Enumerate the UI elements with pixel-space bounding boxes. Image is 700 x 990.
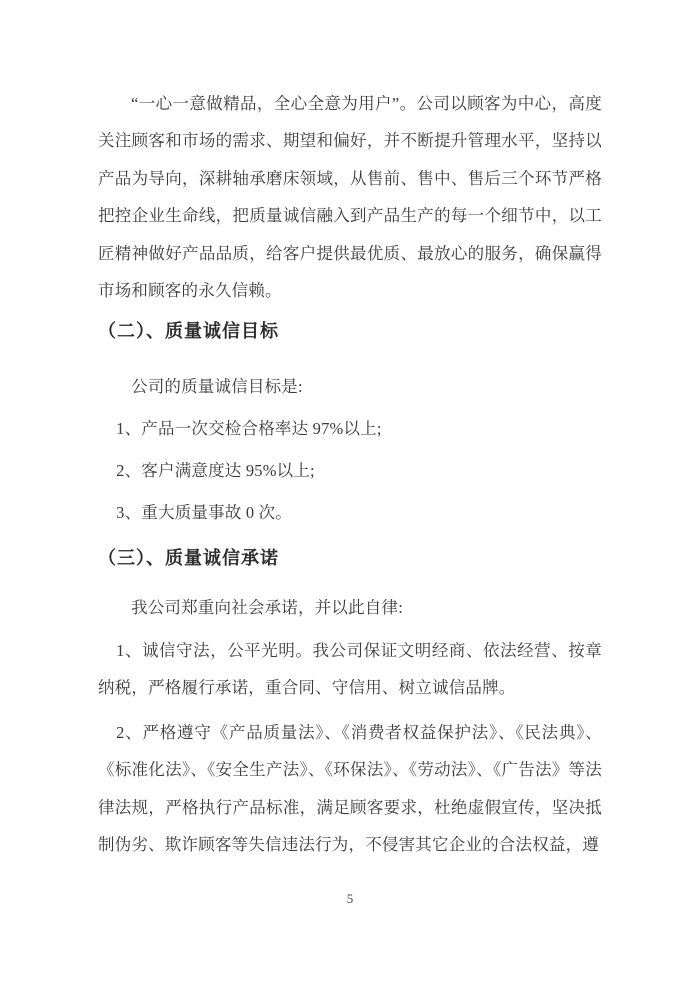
intro-paragraph: “一心一意做精品，全心全意为用户”。公司以顾客为中心，高度关注顾客和市场的需求、期望和偏好，并不断提升管理水平，坚持以产品为导向，深耕轴承磨床领域，从售前、售中、售后三个环节严格把控企业生命线，把质量诚信融入到产品生产的每一个细节中，以工匠精神做好产品品质，给客户提供最优质、最放心的服务，确保赢得市场和顾客的永久信赖。 xyxy=(98,94,602,301)
quality-goal-item-3: 3、重大质量事故 0 次。 xyxy=(116,503,292,522)
quality-commitment-item-2: 2、严格遵守《产品质量法》、《消费者权益保护法》、《民法典》、《标准化法》、《安全生产法》、《环保法》、《劳动法》、《广告法》等法律法规，严格执行产品标准，满足顾客要求，杜绝虚假宣传，坚决抵制伪劣、欺诈顾客等失信违法行为，不侵害其它企业的合法权益，遵 xyxy=(98,723,602,855)
page-number: 5 xyxy=(346,891,354,906)
section-heading-quality-commitments: （三）、质量诚信承诺 xyxy=(98,548,279,568)
quality-commitment-item-1: 1、诚信守法，公平光明。我公司保证文明经商、依法经营、按章纳税，严格履行承诺，重合同、守信用、树立诚信品牌。 xyxy=(98,641,602,698)
quality-commitments-lead: 我公司郑重向社会承诺，并以此自律: xyxy=(131,598,403,617)
quality-goal-item-2: 2、客户满意度达 95%以上; xyxy=(116,461,315,480)
quality-goal-item-1: 1、产品一次交检合格率达 97%以上; xyxy=(116,419,382,438)
section-heading-quality-goals: （二）、质量诚信目标 xyxy=(98,321,279,341)
quality-goals-lead: 公司的质量诚信目标是: xyxy=(131,377,303,396)
